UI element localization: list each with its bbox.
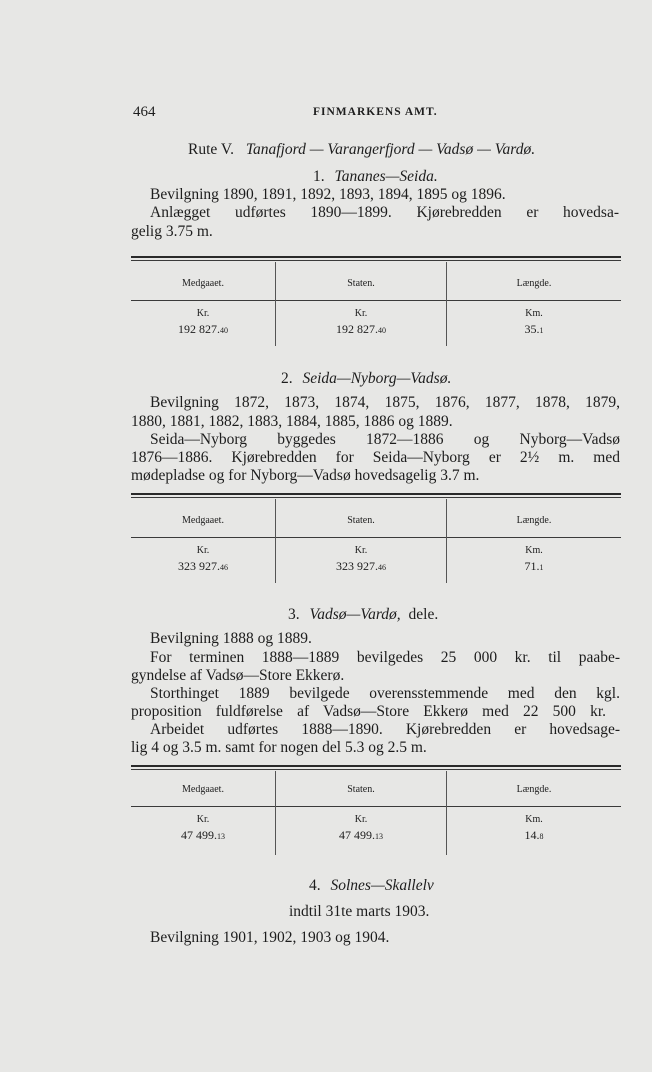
unit-kr: Kr. (196, 545, 210, 556)
section-4-line-1: indtil 31te marts 1903. (289, 903, 430, 920)
table-top-rule (131, 493, 621, 495)
route-label: Rute V. (188, 141, 234, 158)
table-header-rule (131, 300, 621, 301)
section-3-line-3: gyndelse af Vadsø—Store Ekkerø. (131, 667, 345, 684)
value-laengde: 35.1 (524, 322, 544, 336)
unit-km: Km. (525, 545, 543, 556)
value-staten: 192 827.40 (336, 322, 386, 336)
section-1-line-1: Bevilgning 1890, 1891, 1892, 1893, 1894, 1895 og 1896. (150, 186, 506, 203)
value-laengde: 14.8 (524, 828, 544, 842)
table-header-rule (131, 806, 621, 807)
section-3-line-7: lig 4 og 3.5 m. samt for nogen del 5.3 og 2.5 m. (131, 739, 427, 756)
value-medgaaet: 47 499.13 (181, 828, 225, 842)
section-3-heading (288, 606, 438, 624)
section-4-heading (309, 877, 434, 895)
table-top-rule (131, 260, 621, 261)
unit-kr: Kr. (354, 814, 368, 825)
section-4-line-2: Bevilgning 1901, 1902, 1903 og 1904. (150, 929, 390, 946)
table-top-rule (131, 256, 621, 258)
section-1-table (131, 256, 621, 346)
table-top-rule (131, 497, 621, 498)
section-3-line-6: Arbeidet udførtes 1888—1890. Kjørebredden er hovedsage- (150, 721, 620, 738)
section-1-heading (313, 168, 438, 186)
section-title: Vadsø—Vardø, (309, 606, 401, 623)
section-2-line-1: Bevilgning 1872, 1873, 1874, 1875, 1876, 1877, 1878, 1879, (150, 394, 620, 411)
section-number: 1. (313, 168, 325, 185)
value-staten: 47 499.13 (339, 828, 383, 842)
section-3-line-1: Bevilgning 1888 og 1889. (150, 630, 312, 647)
section-number: 3. (288, 606, 300, 623)
col-header-medgaaet: Medgaaet. (182, 515, 224, 526)
table-top-rule (131, 765, 621, 767)
section-2-line-2: 1880, 1881, 1882, 1883, 1884, 1885, 1886 og 1889. (131, 413, 453, 430)
col-header-staten: Staten. (347, 278, 375, 289)
section-2-line-5: mødepladse og for Nyborg—Vadsø hovedsagelig 3.7 m. (131, 467, 480, 484)
section-1-line-2: Anlægget udførtes 1890—1899. Kjørebredden er hovedsa- (150, 204, 619, 221)
col-header-medgaaet: Medgaaet. (182, 278, 224, 289)
unit-kr: Kr. (354, 545, 368, 556)
value-medgaaet: 192 827.40 (178, 322, 228, 336)
col-header-laengde: Længde. (516, 784, 552, 795)
table-top-rule (131, 769, 621, 770)
section-3-table (131, 765, 621, 855)
value-staten: 323 927.46 (336, 559, 386, 573)
section-2-heading (281, 370, 451, 388)
route-heading (188, 141, 535, 159)
section-title: Tananes—Seida. (334, 168, 438, 185)
col-header-staten: Staten. (347, 784, 375, 795)
section-title-suffix: dele. (408, 606, 439, 623)
unit-km: Km. (525, 814, 543, 825)
unit-kr: Kr. (354, 308, 368, 319)
col-header-medgaaet: Medgaaet. (182, 784, 224, 795)
table-header-rule (131, 537, 621, 538)
section-title: Solnes—Skallelv (330, 877, 434, 894)
section-title: Seida—Nyborg—Vadsø. (302, 370, 452, 387)
value-medgaaet: 323 927.46 (178, 559, 228, 573)
running-title: FINMARKENS AMT. (313, 106, 438, 118)
section-3-line-5: proposition fuldførelse af Vadsø—Store Ekkerø med 22 500 kr. (131, 703, 606, 720)
section-number: 2. (281, 370, 293, 387)
page-number: 464 (133, 104, 156, 120)
section-2-table (131, 493, 621, 583)
section-2-line-4: 1876—1886. Kjørebredden for Seida—Nyborg er 2½ m. med (131, 449, 620, 466)
unit-kr: Kr. (196, 308, 210, 319)
section-number: 4. (309, 877, 321, 894)
section-3-line-2: For terminen 1888—1889 bevilgedes 25 000 kr. til paabe- (150, 649, 620, 666)
unit-kr: Kr. (196, 814, 210, 825)
section-1-line-3: gelig 3.75 m. (131, 223, 213, 240)
col-header-laengde: Længde. (516, 515, 552, 526)
section-2-line-3: Seida—Nyborg byggedes 1872—1886 og Nyborg—Vadsø (150, 431, 620, 448)
route-title: Tanafjord — Varangerfjord — Vadsø — Vardø. (245, 141, 536, 158)
col-header-staten: Staten. (347, 515, 375, 526)
section-3-line-4: Storthinget 1889 bevilgede overensstemmende med den kgl. (150, 685, 620, 702)
col-header-laengde: Længde. (516, 278, 552, 289)
unit-km: Km. (525, 308, 543, 319)
value-laengde: 71.1 (524, 559, 544, 573)
